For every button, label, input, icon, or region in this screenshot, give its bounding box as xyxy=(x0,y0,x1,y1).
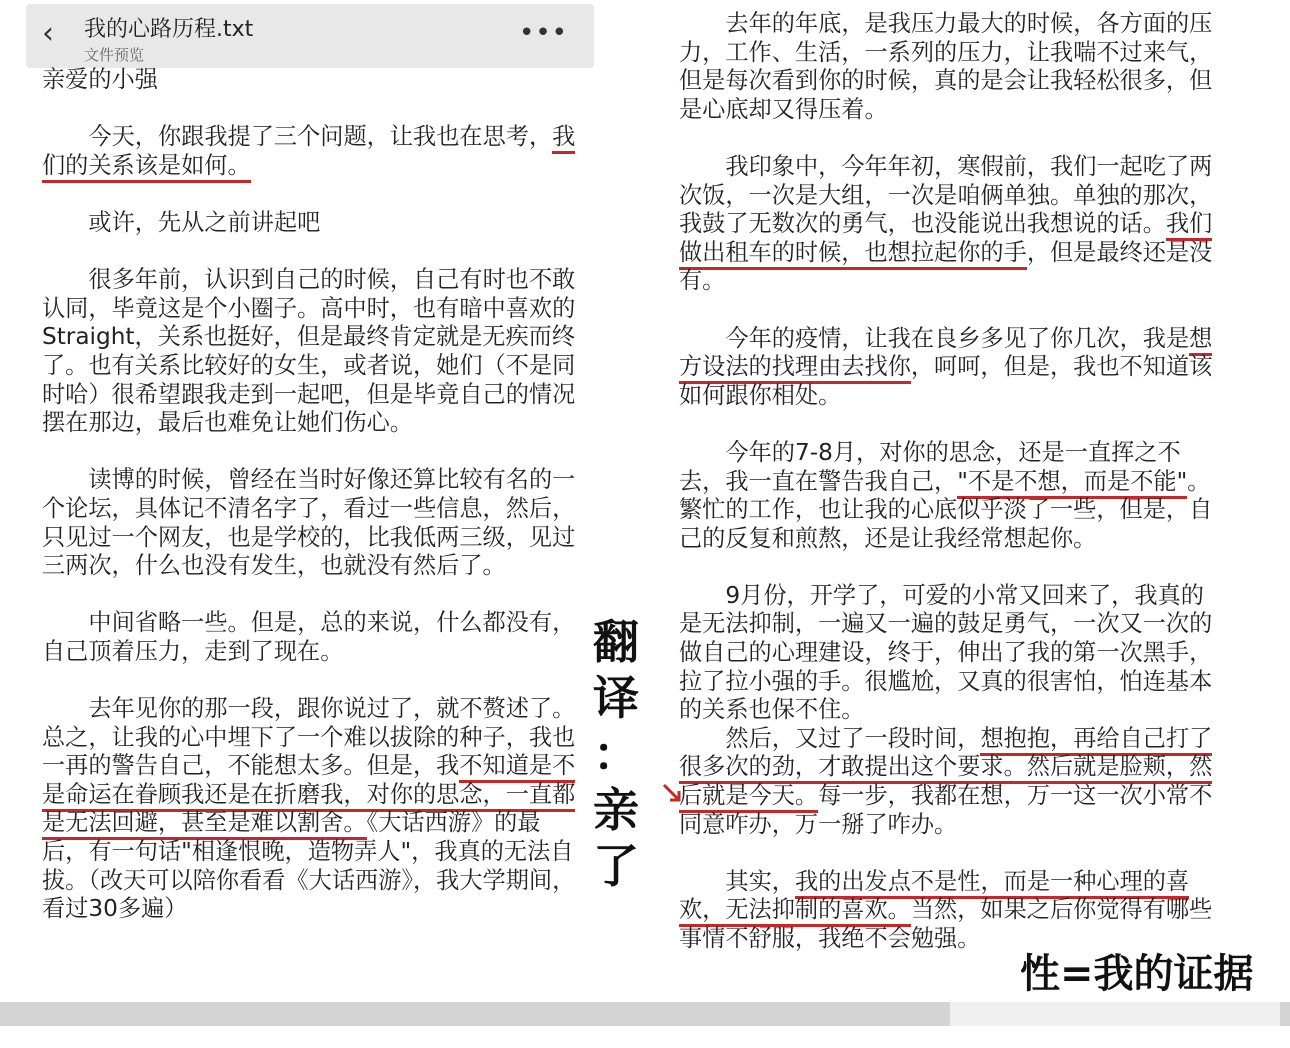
overlay-char: 译 xyxy=(593,671,639,725)
text: 每一步，我都在想，万一这一次小常不同意咋办，万一掰了咋办。 xyxy=(679,782,1213,838)
overlay-char: ： xyxy=(593,727,639,781)
text: 《大话西游》的最后，有一句话"相逢恨晚，造物弄人"，我真的无法自拔。（改天可以陪你看看《大话西游》，我大学期间，看过30多遍） xyxy=(42,809,576,923)
paragraph: 9月份，开学了，可爱的小常又回来了，我真的是无法抑制，一遍又一遍的鼓足勇气，一次又一次的做自己的心理建设，终于，伸出了我的第一次黑手，拉了拉小强的手。很尴尬，又真的很害怕，怕连基本的关系也保不住。 xyxy=(679,581,1213,724)
underlined-text: 我们做出租车的时候，也想拉起你的手 xyxy=(679,210,1212,270)
overlay-char: 了 xyxy=(593,839,639,893)
paragraph xyxy=(42,695,577,924)
text: 当然，如果之后你觉得有哪些事情不舒服，我绝不会勉强。 xyxy=(679,896,1213,952)
file-preview-header xyxy=(26,4,594,68)
underlined-text: "不是不想，而是不能" xyxy=(957,468,1187,499)
red-arrow-icon xyxy=(662,783,684,805)
paragraph xyxy=(679,325,1214,411)
paragraph xyxy=(42,123,577,180)
paragraph xyxy=(679,153,1214,296)
text: 去年见你的那一段，跟你说过了，就不赘述了。总之，让我的心中埋下了一个难以拔除的种子，我也一再的警告自己，不能想太多。但是，我 xyxy=(42,695,576,780)
more-horizontal-icon[interactable]: ••• xyxy=(518,18,568,48)
salutation: 亲爱的小强 xyxy=(42,66,158,93)
underlined-text: 想方设法的找理由去找你 xyxy=(679,325,1212,385)
text: ，但是最终还是没有。 xyxy=(679,238,1213,295)
paragraph xyxy=(679,725,1214,839)
text: 今年的疫情，让我在良乡多见了你几次，我是 xyxy=(725,324,1190,352)
scrollbar-thumb[interactable] xyxy=(950,1002,1280,1026)
letter-left-column xyxy=(42,66,577,952)
underlined-text: 想抱抱，再给自己打了很多次的劲，才敢提出这个要求。然后就是脸颊，然后就是今天。 xyxy=(679,725,1212,813)
paragraph: 很多年前，认识到自己的时候，自己有时也不敢认同，毕竟这是个小圈子。高中时，也有暗中喜欢的Straight，关系也挺好，但是最终肯定就是无疾而终了。也有关系比较好的女生，或者说，她们（不是同时哈）很希望跟我走到一起吧，但是毕竟自己的情况摆在那边，最后也难免让她们伤心。 xyxy=(42,266,576,437)
text: 今天，你跟我提了三个问题，让我也在思考， xyxy=(88,123,553,151)
horizontal-scrollbar[interactable] xyxy=(0,1002,1290,1026)
overlay-caption: 性=我的证据 xyxy=(1020,951,1254,997)
overlay-char: 翻 xyxy=(593,615,639,669)
text: 其实， xyxy=(725,867,795,895)
paragraph xyxy=(679,868,1214,954)
paragraph: 读博的时候，曾经在当时好像还算比较有名的一个论坛，具体记不清名字了，看过一些信息，然后，只见过一个网友，也是学校的，比我低两三级，见过三两次，什么也没有发生，也就没有然后了。 xyxy=(42,466,576,580)
text: 我印象中，今年年初，寒假前，我们一起吃了两次饭，一次是大组，一次是咱俩单独。单独的那次，我鼓了无数次的勇气，也没能说出我想说的话。 xyxy=(679,152,1213,238)
letter-right-column xyxy=(679,10,1214,982)
underlined-text: 我的出发点不是性，而是一种心理的喜欢，无法抑制的喜欢。 xyxy=(679,868,1189,928)
paragraph: 或许，先从之前讲起吧 xyxy=(88,208,321,236)
overlay-char: 亲 xyxy=(593,783,639,837)
text: 今年的7-8月，对你的思念，还是一直挥之不去，我一直在警告我自己， xyxy=(679,438,1181,495)
text: 。繁忙的工作，也让我的心底似乎淡了一些，但是，自己的反复和煎熬，还是让我经常想起你。 xyxy=(679,467,1213,552)
text: 然后，又过了一段时间， xyxy=(725,724,981,752)
underlined-text: 不知道是不是命运在眷顾我还是在折磨我，对你的思念，一直都是无法回避，甚至是难以割舍。 xyxy=(42,752,575,840)
text: ，呵呵，但是，我也不知道该如何跟你相处。 xyxy=(679,353,1213,409)
vertical-overlay-caption xyxy=(590,614,642,894)
chevron-left-icon[interactable]: ‹ xyxy=(42,16,54,51)
underlined-text: 我们的关系该是如何。 xyxy=(42,123,575,183)
paragraph: 中间省略一些。但是，总的来说，什么都没有，自己顶着压力，走到了现在。 xyxy=(42,609,576,665)
paragraph: 去年的年底，是我压力最大的时候，各方面的压力，工作、生活，一系列的压力，让我喘不过来气，但是每次看到你的时候，真的是会让我轻松很多，但是心底却又得压着。 xyxy=(679,10,1213,123)
file-subtitle: 文件预览 xyxy=(84,46,145,64)
paragraph xyxy=(679,439,1214,553)
file-title: 我的心路历程.txt xyxy=(84,17,254,42)
